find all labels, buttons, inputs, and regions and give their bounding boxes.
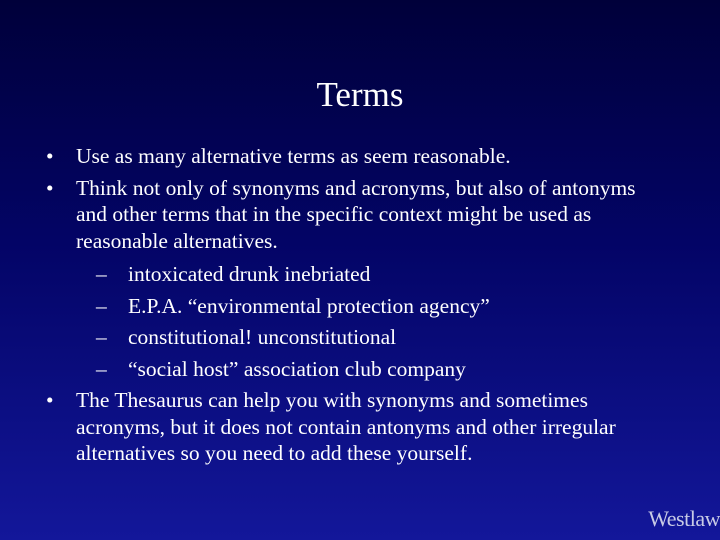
sub-bullet-text: constitutional! unconstitutional: [128, 325, 397, 349]
slide-title: Terms: [316, 75, 404, 114]
bullet-marker: •: [46, 144, 54, 168]
bullet-text: Think not only of synonyms and acronyms, but also of antonyms and other terms that in the specific context might be used as reasonable alternatives.: [76, 175, 636, 253]
sub-bullet-text: intoxicated drunk inebriated: [128, 262, 371, 286]
bullet-text: Use as many alternative terms as seem reasonable.: [76, 144, 511, 168]
sub-bullet-marker: –: [96, 262, 107, 286]
sub-bullet-marker: –: [96, 293, 107, 318]
sub-bullet-item: [96, 324, 666, 351]
bullet-marker: •: [46, 388, 54, 412]
bullet-marker: •: [46, 175, 54, 200]
sub-bullet-text: E.P.A. “environmental protection agency”: [128, 293, 490, 318]
bullet-text: The Thesaurus can help you with synonyms and sometimes acronyms, but it does not contain antonyms and other irregular alternatives so you need to add these yourself.: [76, 388, 616, 465]
sub-bullet-marker: –: [96, 325, 107, 349]
sub-bullet-item: [96, 261, 666, 288]
slide-content: [46, 143, 666, 472]
sub-bullet-item: [96, 293, 666, 320]
sub-bullet-item: [96, 356, 666, 383]
bullet-item: [46, 387, 666, 467]
bullet-item: [46, 175, 666, 255]
bullet-item: [46, 143, 666, 170]
westlaw-logo: Westlaw: [648, 506, 720, 531]
sub-bullet-marker: –: [96, 356, 107, 381]
sub-bullet-list: [46, 261, 666, 382]
sub-bullet-text: “social host” association club company: [128, 356, 466, 381]
